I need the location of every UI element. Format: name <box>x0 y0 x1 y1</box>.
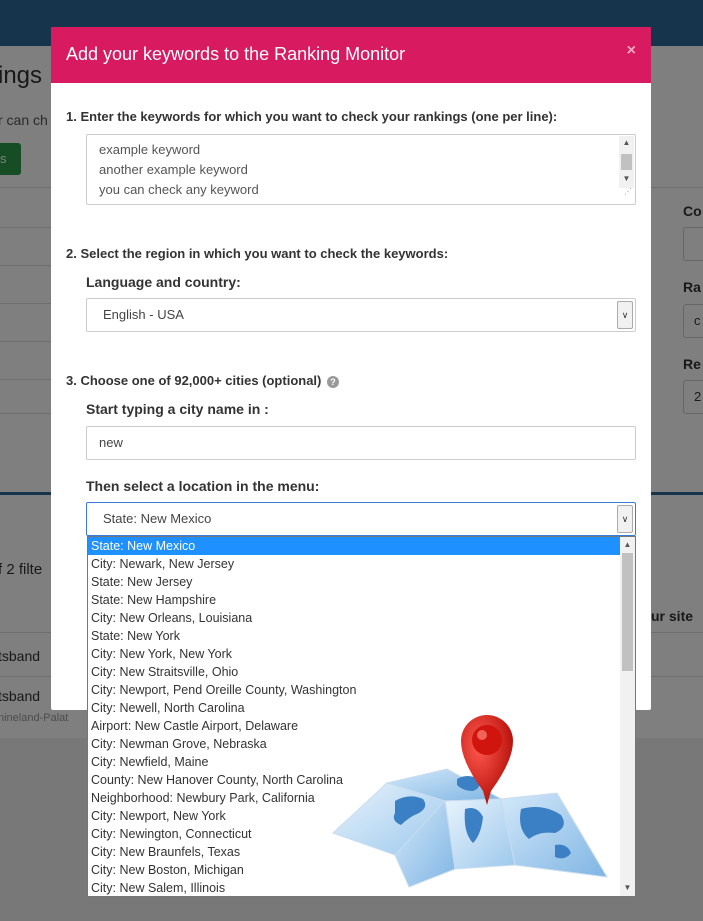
textarea-scrollbar[interactable] <box>619 136 634 188</box>
list-item[interactable]: State: New Jersey <box>91 575 193 589</box>
keyword-line: you can check any keyword <box>99 182 259 197</box>
city-input[interactable]: new <box>86 426 636 460</box>
list-item[interactable]: City: Newport, New York <box>91 809 226 823</box>
modal-header <box>51 27 651 83</box>
location-select-value: State: New Mexico <box>103 511 212 526</box>
keywords-textarea[interactable] <box>86 134 636 205</box>
list-item[interactable]: City: Newark, New Jersey <box>91 557 235 571</box>
step3-text: 3. Choose one of 92,000+ cities (optional) <box>66 373 322 388</box>
step1-label: 1. Enter the keywords for which you want to check your rankings (one per line): <box>66 109 558 124</box>
list-item[interactable]: State: New York <box>91 629 180 643</box>
keyword-line: example keyword <box>99 142 201 157</box>
dropdown-scrollbar[interactable] <box>620 537 635 896</box>
chevron-down-icon[interactable]: ∨ <box>617 505 633 533</box>
scroll-thumb[interactable] <box>621 154 632 170</box>
scroll-up-icon[interactable]: ▲ <box>622 138 631 147</box>
scroll-up-icon[interactable]: ▲ <box>623 540 632 549</box>
list-item[interactable]: City: Newell, North Carolina <box>91 701 245 715</box>
step3-label <box>66 373 339 388</box>
help-icon[interactable]: ? <box>327 376 339 388</box>
language-country-value: English - USA <box>103 307 184 322</box>
location-menu-label: Then select a location in the menu: <box>86 478 320 494</box>
chevron-down-icon[interactable]: ∨ <box>617 301 633 329</box>
list-item[interactable]: City: New Salem, Illinois <box>91 881 226 895</box>
resize-grip-icon[interactable]: ⋰ <box>624 187 632 196</box>
list-item[interactable]: City: Newington, Connecticut <box>91 827 252 841</box>
city-input-label: Start typing a city name in : <box>86 401 269 417</box>
step2-label: 2. Select the region in which you want to check the keywords: <box>66 246 449 261</box>
list-item[interactable]: County: New Hanover County, North Carolina <box>91 773 343 787</box>
list-item[interactable]: City: New Orleans, Louisiana <box>91 611 253 625</box>
list-item[interactable]: City: Newport, Pend Oreille County, Washington <box>91 683 357 697</box>
list-item[interactable]: State: New Hampshire <box>91 593 217 607</box>
list-item[interactable]: City: Newman Grove, Nebraska <box>91 737 267 751</box>
scroll-down-icon[interactable]: ▼ <box>622 174 631 183</box>
list-item[interactable]: State: New Mexico <box>88 537 635 555</box>
modal-title: Add your keywords to the Ranking Monitor <box>66 44 406 64</box>
list-item[interactable]: Airport: New Castle Airport, Delaware <box>91 719 299 733</box>
list-item[interactable]: City: Newfield, Maine <box>91 755 209 769</box>
keyword-line: another example keyword <box>99 162 248 177</box>
list-item[interactable]: City: New York, New York <box>91 647 233 661</box>
list-item[interactable]: City: New Boston, Michigan <box>91 863 244 877</box>
close-icon[interactable]: × <box>626 42 636 59</box>
list-item[interactable]: City: New Straitsville, Ohio <box>91 665 239 679</box>
scroll-down-icon[interactable]: ▼ <box>623 883 632 892</box>
location-select[interactable] <box>86 502 636 536</box>
list-item[interactable]: City: New Braunfels, Texas <box>91 845 241 859</box>
map-pin-icon <box>325 705 610 895</box>
list-item[interactable]: Neighborhood: Newbury Park, California <box>91 791 315 805</box>
language-country-label: Language and country: <box>86 274 241 290</box>
scroll-thumb[interactable] <box>622 553 633 671</box>
language-country-select[interactable] <box>86 298 636 332</box>
